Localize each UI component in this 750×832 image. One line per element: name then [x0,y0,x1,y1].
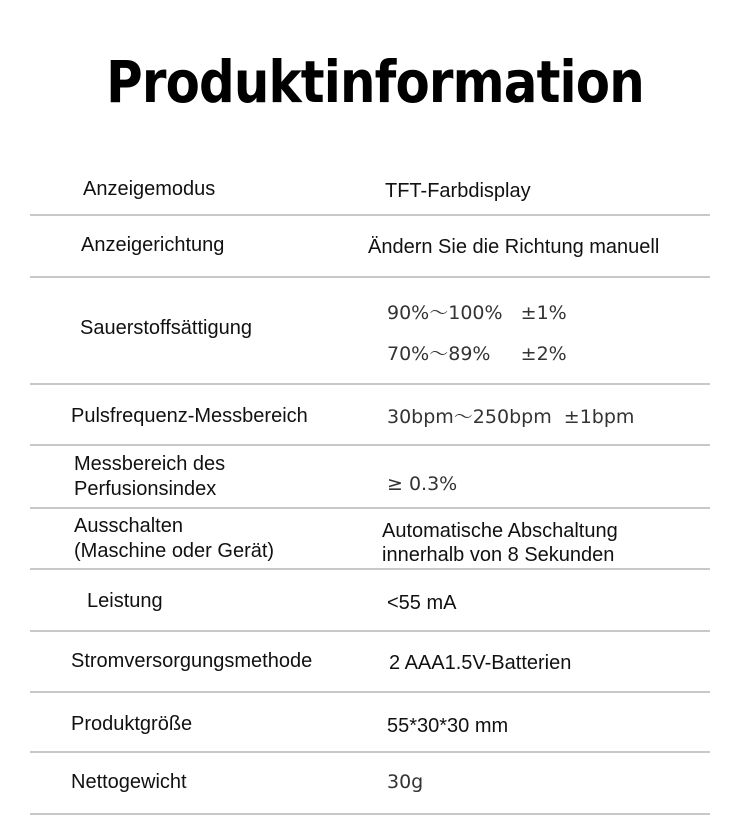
spec-value-display-mode: TFT-Farbdisplay [385,180,531,202]
spec-label-perfusion-line2: Perfusionsindex [74,478,217,500]
row-divider [30,383,710,385]
spec-label-power-off-line2: (Maschine oder Gerät) [74,540,275,562]
row-divider [30,630,710,632]
spec-label-net-weight: Nettogewicht [71,771,187,793]
spec-value-pulse-rate: 30bpm～250bpm ±1bpm [387,406,635,428]
spec-label-power: Leistung [87,590,163,612]
row-divider [30,444,710,446]
page-title: Produktinformation [106,48,644,116]
spec-value-product-size: 55*30*30 mm [387,715,509,737]
spec-value-power-supply: 2 AAA1.5V-Batterien [389,652,572,674]
row-divider [30,507,710,509]
spec-value-net-weight: 30g [387,771,424,793]
spec-label-pulse-rate: Pulsfrequenz-Messbereich [71,405,308,427]
spec-value-oxygen-range-1: 90%～100% ±1% [387,302,567,324]
row-divider [30,214,710,216]
spec-value-power: <55 mA [387,592,457,614]
spec-label-perfusion-line1: Messbereich des [74,453,226,475]
spec-label-display-direction: Anzeigerichtung [81,234,225,256]
spec-label-power-off-line1: Ausschalten [74,515,183,537]
spec-value-display-direction: Ändern Sie die Richtung manuell [368,236,660,258]
row-divider [30,813,710,815]
row-divider [30,568,710,570]
row-divider [30,691,710,693]
spec-value-perfusion-index: ≥ 0.3% [387,473,458,495]
spec-label-oxygen-saturation: Sauerstoffsättigung [80,317,252,339]
spec-label-display-mode: Anzeigemodus [83,178,216,200]
spec-value-power-off-line2: innerhalb von 8 Sekunden [382,544,615,566]
spec-value-power-off-line1: Automatische Abschaltung [382,520,618,542]
row-divider [30,276,710,278]
spec-label-product-size: Produktgröße [71,713,193,735]
row-divider [30,751,710,753]
spec-value-oxygen-range-2: 70%～89% ±2% [387,343,567,365]
spec-label-power-supply: Stromversorgungsmethode [71,650,313,672]
